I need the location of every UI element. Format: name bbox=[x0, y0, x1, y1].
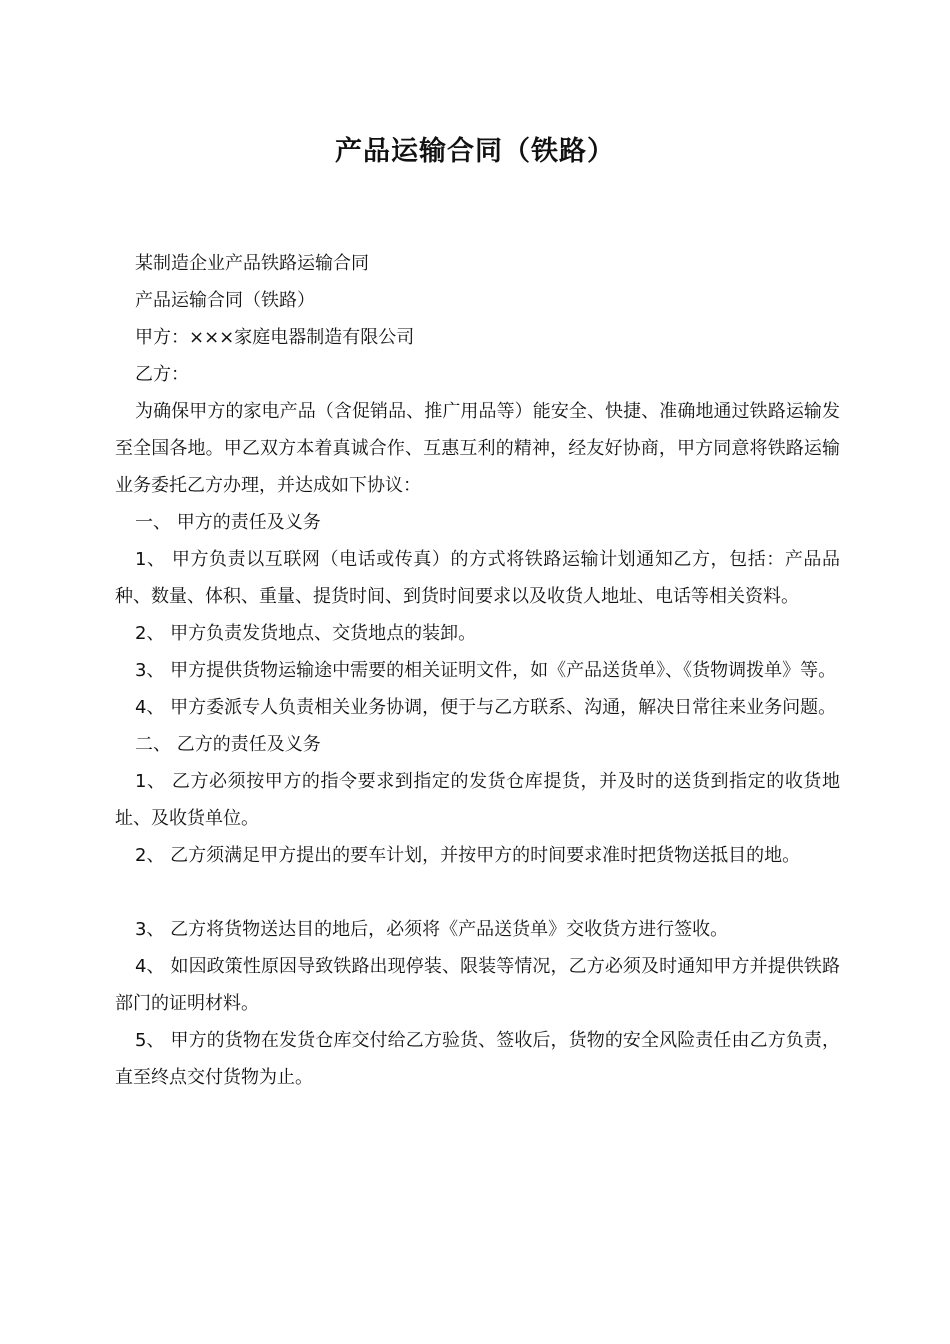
paragraph-party-b: 乙方： bbox=[135, 364, 189, 385]
clause-b-5: 5、 甲方的货物在发货仓库交付给乙方验货、签收后，货物的安全风险责任由乙方负责，直至终点交付货物为止。 bbox=[115, 1030, 840, 1088]
paragraph-preamble: 为确保甲方的家电产品（含促销品、推广用品等）能安全、快捷、准确地通过铁路运输发至全国各地。甲乙双方本着真诚合作、互惠互利的精神，经友好协商，甲方同意将铁路运输业务委托乙方办理，并达成如下协议： bbox=[115, 401, 840, 496]
clause-a-4: 4、 甲方委派专人负责相关业务协调，便于与乙方联系、沟通，解决日常往来业务问题。 bbox=[135, 697, 837, 718]
section-heading-party-a-duties: 一、 甲方的责任及义务 bbox=[135, 512, 321, 533]
document-body bbox=[115, 245, 840, 1096]
clause-b-2: 2、 乙方须满足甲方提出的要车计划，并按甲方的时间要求准时把货物送抵目的地。 bbox=[135, 845, 801, 866]
paragraph-party-a: 甲方：×××家庭电器制造有限公司 bbox=[135, 327, 415, 348]
clause-a-2: 2、 甲方负责发货地点、交货地点的装卸。 bbox=[135, 623, 477, 644]
paragraph-contract-name: 产品运输合同（铁路） bbox=[135, 290, 315, 311]
clause-b-4: 4、 如因政策性原因导致铁路出现停装、限装等情况，乙方必须及时通知甲方并提供铁路部门的证明材料。 bbox=[115, 956, 840, 1014]
document-title: 产品运输合同（铁路） bbox=[335, 136, 615, 167]
clause-a-1: 1、 甲方负责以互联网（电话或传真）的方式将铁路运输计划通知乙方，包括：产品品种、数量、体积、重量、提货时间、到货时间要求以及收货人地址、电话等相关资料。 bbox=[115, 549, 840, 607]
section-heading-party-b-duties: 二、 乙方的责任及义务 bbox=[135, 734, 321, 755]
clause-b-1: 1、 乙方必须按甲方的指令要求到指定的发货仓库提货，并及时的送货到指定的收货地址、及收货单位。 bbox=[115, 771, 840, 829]
paragraph-contract-subtitle: 某制造企业产品铁路运输合同 bbox=[135, 253, 369, 274]
clause-b-3: 3、 乙方将货物送达目的地后，必须将《产品送货单》交收货方进行签收。 bbox=[135, 919, 729, 940]
clause-a-3: 3、 甲方提供货物运输途中需要的相关证明文件，如《产品送货单》、《货物调拨单》等。 bbox=[135, 660, 837, 681]
